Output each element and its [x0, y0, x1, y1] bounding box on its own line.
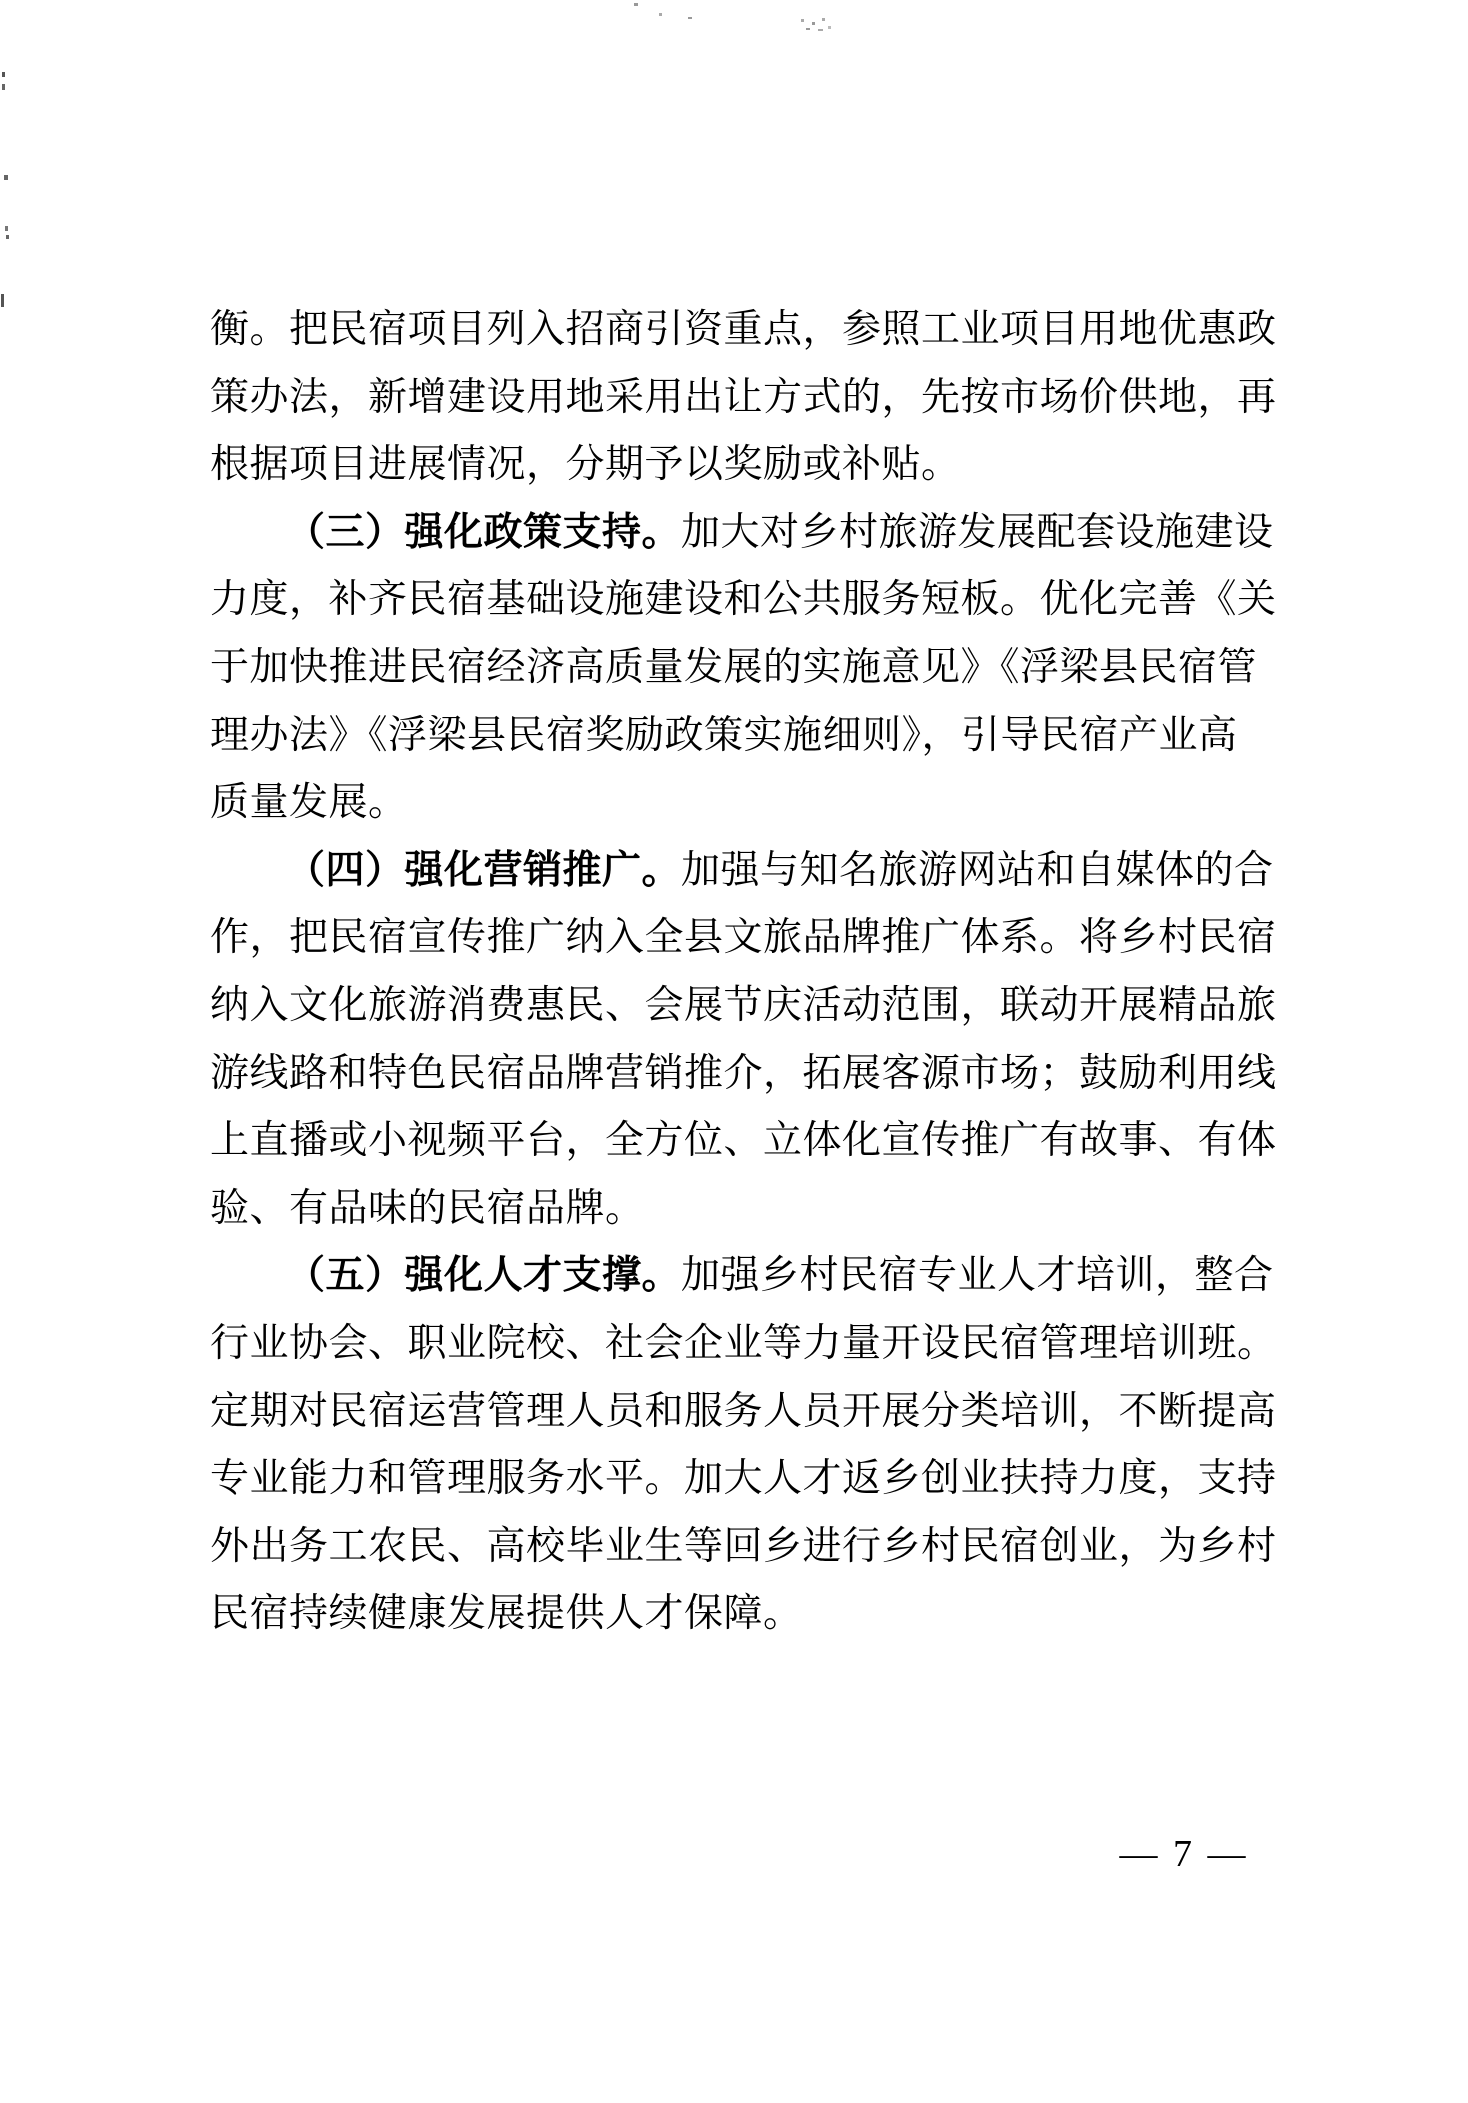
text-line [210, 1445, 1277, 1513]
scan-speck [2, 72, 5, 77]
text-line [210, 566, 1277, 634]
text-segment: 质量发展。 [210, 781, 408, 825]
text-segment: 专业能力和管理服务水平。加大人才返乡创业扶持力度，支持 [210, 1457, 1277, 1501]
text-line [210, 972, 1277, 1040]
text-line [210, 1378, 1277, 1446]
text-segment: 根据项目进展情况，分期予以奖励或补贴。 [210, 443, 961, 487]
scan-speck [659, 13, 662, 16]
scan-speck [1, 294, 4, 307]
scan-speck [812, 22, 815, 25]
text-segment: 于加快推进民宿经济高质量发展的实施意见》《浮梁县民宿管 [210, 645, 1258, 689]
text-segment: 理办法》《浮梁县民宿奖励政策实施细则》，引导民宿产业高 [210, 713, 1238, 757]
scan-speck [801, 19, 804, 22]
scan-speck [634, 3, 638, 6]
scan-speck [828, 26, 831, 29]
text-block [210, 296, 1277, 1648]
text-line [210, 769, 1268, 837]
text-line [210, 499, 1274, 567]
text-line [210, 634, 1268, 702]
text-segment: 作，把民宿宣传推广纳入全县文旅品牌推广体系。将乡村民宿 [210, 916, 1277, 960]
scan-speck [806, 28, 810, 30]
text-segment: 游线路和特色民宿品牌营销推介，拓展客源市场；鼓励利用线 [210, 1051, 1277, 1095]
section-label: （三）强化政策支持。 [286, 510, 682, 554]
text-segment: 加强与知名旅游网站和自媒体的合 [681, 848, 1274, 892]
text-line [210, 431, 1268, 499]
scan-speck [6, 235, 9, 239]
text-line [210, 904, 1277, 972]
text-segment: 加大对乡村旅游发展配套设施建设 [681, 510, 1274, 554]
page-footer [1034, 1827, 1334, 1881]
text-segment: 外出务工农民、高校毕业生等回乡进行乡村民宿创业，为乡村 [210, 1524, 1277, 1568]
text-segment: 上直播或小视频平台，全方位、立体化宣传推广有故事、有体 [210, 1119, 1277, 1163]
section-label: （四）强化营销推广。 [286, 848, 682, 892]
text-line [210, 1513, 1277, 1581]
text-segment: 策办法，新增建设用地采用出让方式的，先按市场价供地，再 [210, 375, 1277, 419]
text-line [210, 296, 1277, 364]
section-label: （五）强化人才支撑。 [286, 1254, 682, 1298]
text-line [210, 1242, 1274, 1310]
text-line [210, 702, 1268, 770]
text-segment: 力度，补齐民宿基础设施建设和公共服务短板。优化完善《关 [210, 578, 1277, 622]
text-line [210, 364, 1277, 432]
text-line [210, 1580, 1268, 1648]
scan-speck [822, 18, 825, 21]
scan-speck [2, 84, 5, 90]
scan-speck [5, 226, 8, 231]
text-segment: 纳入文化旅游消费惠民、会展节庆活动范围，联动开展精品旅 [210, 983, 1277, 1027]
text-segment: 加强乡村民宿专业人才培训，整合 [681, 1254, 1274, 1298]
text-line [210, 837, 1274, 905]
text-segment: 行业协会、职业院校、社会企业等力量开设民宿管理培训班。 [210, 1321, 1277, 1365]
page-number: — 7 — [1119, 1833, 1249, 1875]
scan-speck [4, 175, 8, 180]
text-segment: 定期对民宿运营管理人员和服务人员开展分类培训，不断提高 [210, 1389, 1277, 1433]
text-segment: 民宿持续健康发展提供人才保障。 [210, 1592, 803, 1636]
text-line [210, 1175, 1268, 1243]
text-line [210, 1040, 1277, 1108]
scan-speck [818, 29, 823, 31]
text-segment: 衡。把民宿项目列入招商引资重点，参照工业项目用地优惠政 [210, 308, 1277, 351]
text-line [210, 1310, 1277, 1378]
scan-speck [688, 17, 692, 19]
text-segment: 验、有品味的民宿品牌。 [210, 1186, 645, 1230]
text-line [210, 1107, 1277, 1175]
